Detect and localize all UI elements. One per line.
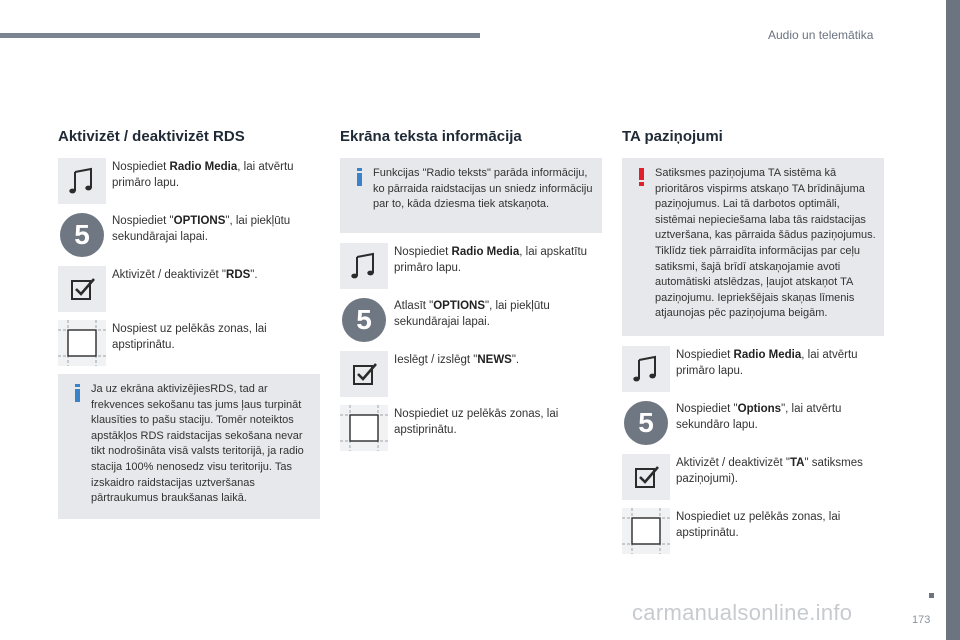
- info-icon: [72, 384, 84, 402]
- step-number: 5: [624, 401, 668, 445]
- step-text-prefix: Aktivizēt / deaktivizēt ": [112, 269, 227, 281]
- step-text-prefix: Atlasīt ": [394, 299, 434, 312]
- page-marker: [929, 593, 934, 598]
- header-rule: [0, 33, 480, 38]
- step-text-suffix: ".: [511, 353, 520, 366]
- step-text-suffix: , lai atvērtu primāro lapu.: [112, 161, 294, 189]
- step-text: [394, 351, 519, 368]
- checkbox-icon: [340, 351, 388, 397]
- instruction-step: [622, 346, 884, 392]
- music-note-icon: [340, 243, 388, 289]
- instruction-step: [340, 243, 602, 289]
- warning-note: [622, 158, 884, 336]
- info-text: Ja uz ekrāna aktivizējiesRDS, tad ar frekvences sekošanu tas jums ļaus turpināt klausīties to pašu staciju. Tomēr noteiktos apstākļos RDS raidstacijas sekošana nevar tikt nodrošināta visā valsts teritorijā, ja radio stacija 100% nenosedz visu teritoriju. Tas izskaidro raidstacijas uztveršanas pārtraukumus braukšanas laikā.: [91, 383, 304, 505]
- step-text-suffix: ", lai piekļūtu sekundārajai lapai.: [112, 215, 291, 243]
- instruction-step: [58, 266, 320, 312]
- instruction-step: [58, 158, 320, 204]
- page-edge-strip: [946, 0, 960, 640]
- step-text-suffix: ".: [250, 269, 258, 281]
- step-text-prefix: Nospiediet ": [112, 215, 174, 227]
- instruction-step: [58, 320, 320, 366]
- info-note: [58, 374, 320, 519]
- grid-confirm-icon: [340, 405, 388, 451]
- instruction-step: [622, 400, 884, 446]
- step-text-keyword: OPTIONS: [173, 215, 226, 227]
- step-list: [622, 346, 884, 554]
- instruction-step: [340, 405, 602, 451]
- step-text: [112, 266, 258, 283]
- step-text: [112, 212, 320, 245]
- step-5-badge: [58, 212, 106, 258]
- step-text-keyword: Options: [737, 402, 782, 415]
- instruction-step: [622, 454, 884, 500]
- step-text-prefix: Nospiediet: [112, 161, 170, 173]
- checkbox-icon: [622, 454, 670, 500]
- step-text: [112, 320, 320, 353]
- step-text-prefix: Nospiediet ": [676, 402, 738, 415]
- step-text-keyword: Radio Media: [733, 348, 802, 361]
- step-5-badge: [340, 297, 388, 343]
- section-label: Audio un telemātika: [768, 28, 874, 42]
- instruction-step: [340, 297, 602, 343]
- step-number: 5: [60, 213, 104, 257]
- step-text-keyword: Radio Media: [169, 161, 238, 173]
- info-text: Funkcijas "Radio teksts" parāda informāciju, ko pārraida raidstacijas un sniedz informāciju par to, kāda dziesma tiek atskaņota.: [373, 167, 593, 211]
- instruction-step: [622, 508, 884, 554]
- step-text: [394, 297, 602, 330]
- column-title: Aktivizēt / deaktivizēt RDS: [58, 128, 245, 145]
- step-text-prefix: Nospiediet uz pelēkās zonas, lai apstiprinātu.: [676, 510, 841, 539]
- column-ta: [622, 128, 884, 562]
- column-title: TA paziņojumi: [622, 128, 723, 145]
- step-text-prefix: Nospiest uz pelēkās zonas, lai apstiprinātu.: [112, 323, 267, 351]
- step-text-suffix: " satiksmes paziņojumi).: [676, 456, 863, 485]
- step-text-suffix: ", lai piekļūtu sekundārajai lapai.: [394, 299, 550, 328]
- step-text-prefix: Aktivizēt / deaktivizēt ": [676, 456, 791, 469]
- grid-confirm-icon: [622, 508, 670, 554]
- step-text: [112, 158, 320, 191]
- step-text: [676, 346, 884, 379]
- page-number: 173: [912, 614, 931, 626]
- step-text-keyword: TA: [790, 456, 805, 469]
- step-text-prefix: Nospiediet: [394, 245, 452, 258]
- step-text-prefix: Nospiediet uz pelēkās zonas, lai apstiprinātu.: [394, 407, 559, 436]
- step-text-keyword: NEWS: [477, 353, 512, 366]
- step-text-suffix: , lai apskatītu primāro lapu.: [394, 245, 588, 274]
- step-text-keyword: RDS: [226, 269, 251, 281]
- music-note-icon: [622, 346, 670, 392]
- warning-text: Satiksmes paziņojuma TA sistēma kā prioritāros vispirms atskaņo TA brīdinājuma paziņojumus. Lai tā darbotos optimāli, sistēmai nepieciešama laba tās raidstacijas uztveršana, kas pārraida šādus paziņojumus. Tiklīdz tiek pārraidīta informācijas par ceļu satiksmi, šajā brīdī atskaņojamie avoti automātiski atslēdzas, ļaujot atskaņot TA paziņojumu. Iepriekšējais skaņas līmenis atjaunojas pēc paziņojuma beigām.: [655, 167, 876, 320]
- column-radio-text: [340, 128, 602, 459]
- instruction-step: [58, 212, 320, 258]
- step-5-badge: [622, 400, 670, 446]
- step-text-suffix: ", lai atvērtu sekundāro lapu.: [676, 402, 842, 431]
- step-list: [340, 243, 602, 451]
- step-text-keyword: OPTIONS: [433, 299, 485, 312]
- step-text-prefix: Ieslēgt / izslēgt ": [394, 353, 478, 366]
- step-text: [394, 243, 602, 276]
- column-title: Ekrāna teksta informācija: [340, 128, 522, 145]
- step-text: [676, 508, 884, 541]
- info-note: [340, 158, 602, 233]
- warning-icon: [636, 168, 648, 186]
- step-text-prefix: Nospiediet: [676, 348, 734, 361]
- step-text: [394, 405, 602, 438]
- grid-confirm-icon: [58, 320, 106, 366]
- step-text-keyword: Radio Media: [451, 245, 520, 258]
- info-icon: [354, 168, 366, 186]
- watermark: carmanualsonline.info: [632, 600, 853, 625]
- step-text-suffix: , lai atvērtu primāro lapu.: [676, 348, 858, 377]
- step-text: [676, 454, 884, 487]
- step-list: [58, 158, 320, 366]
- column-rds: [58, 128, 320, 519]
- instruction-step: [340, 351, 602, 397]
- step-text: [676, 400, 884, 433]
- music-note-icon: [58, 158, 106, 204]
- checkbox-icon: [58, 266, 106, 312]
- step-number: 5: [342, 298, 386, 342]
